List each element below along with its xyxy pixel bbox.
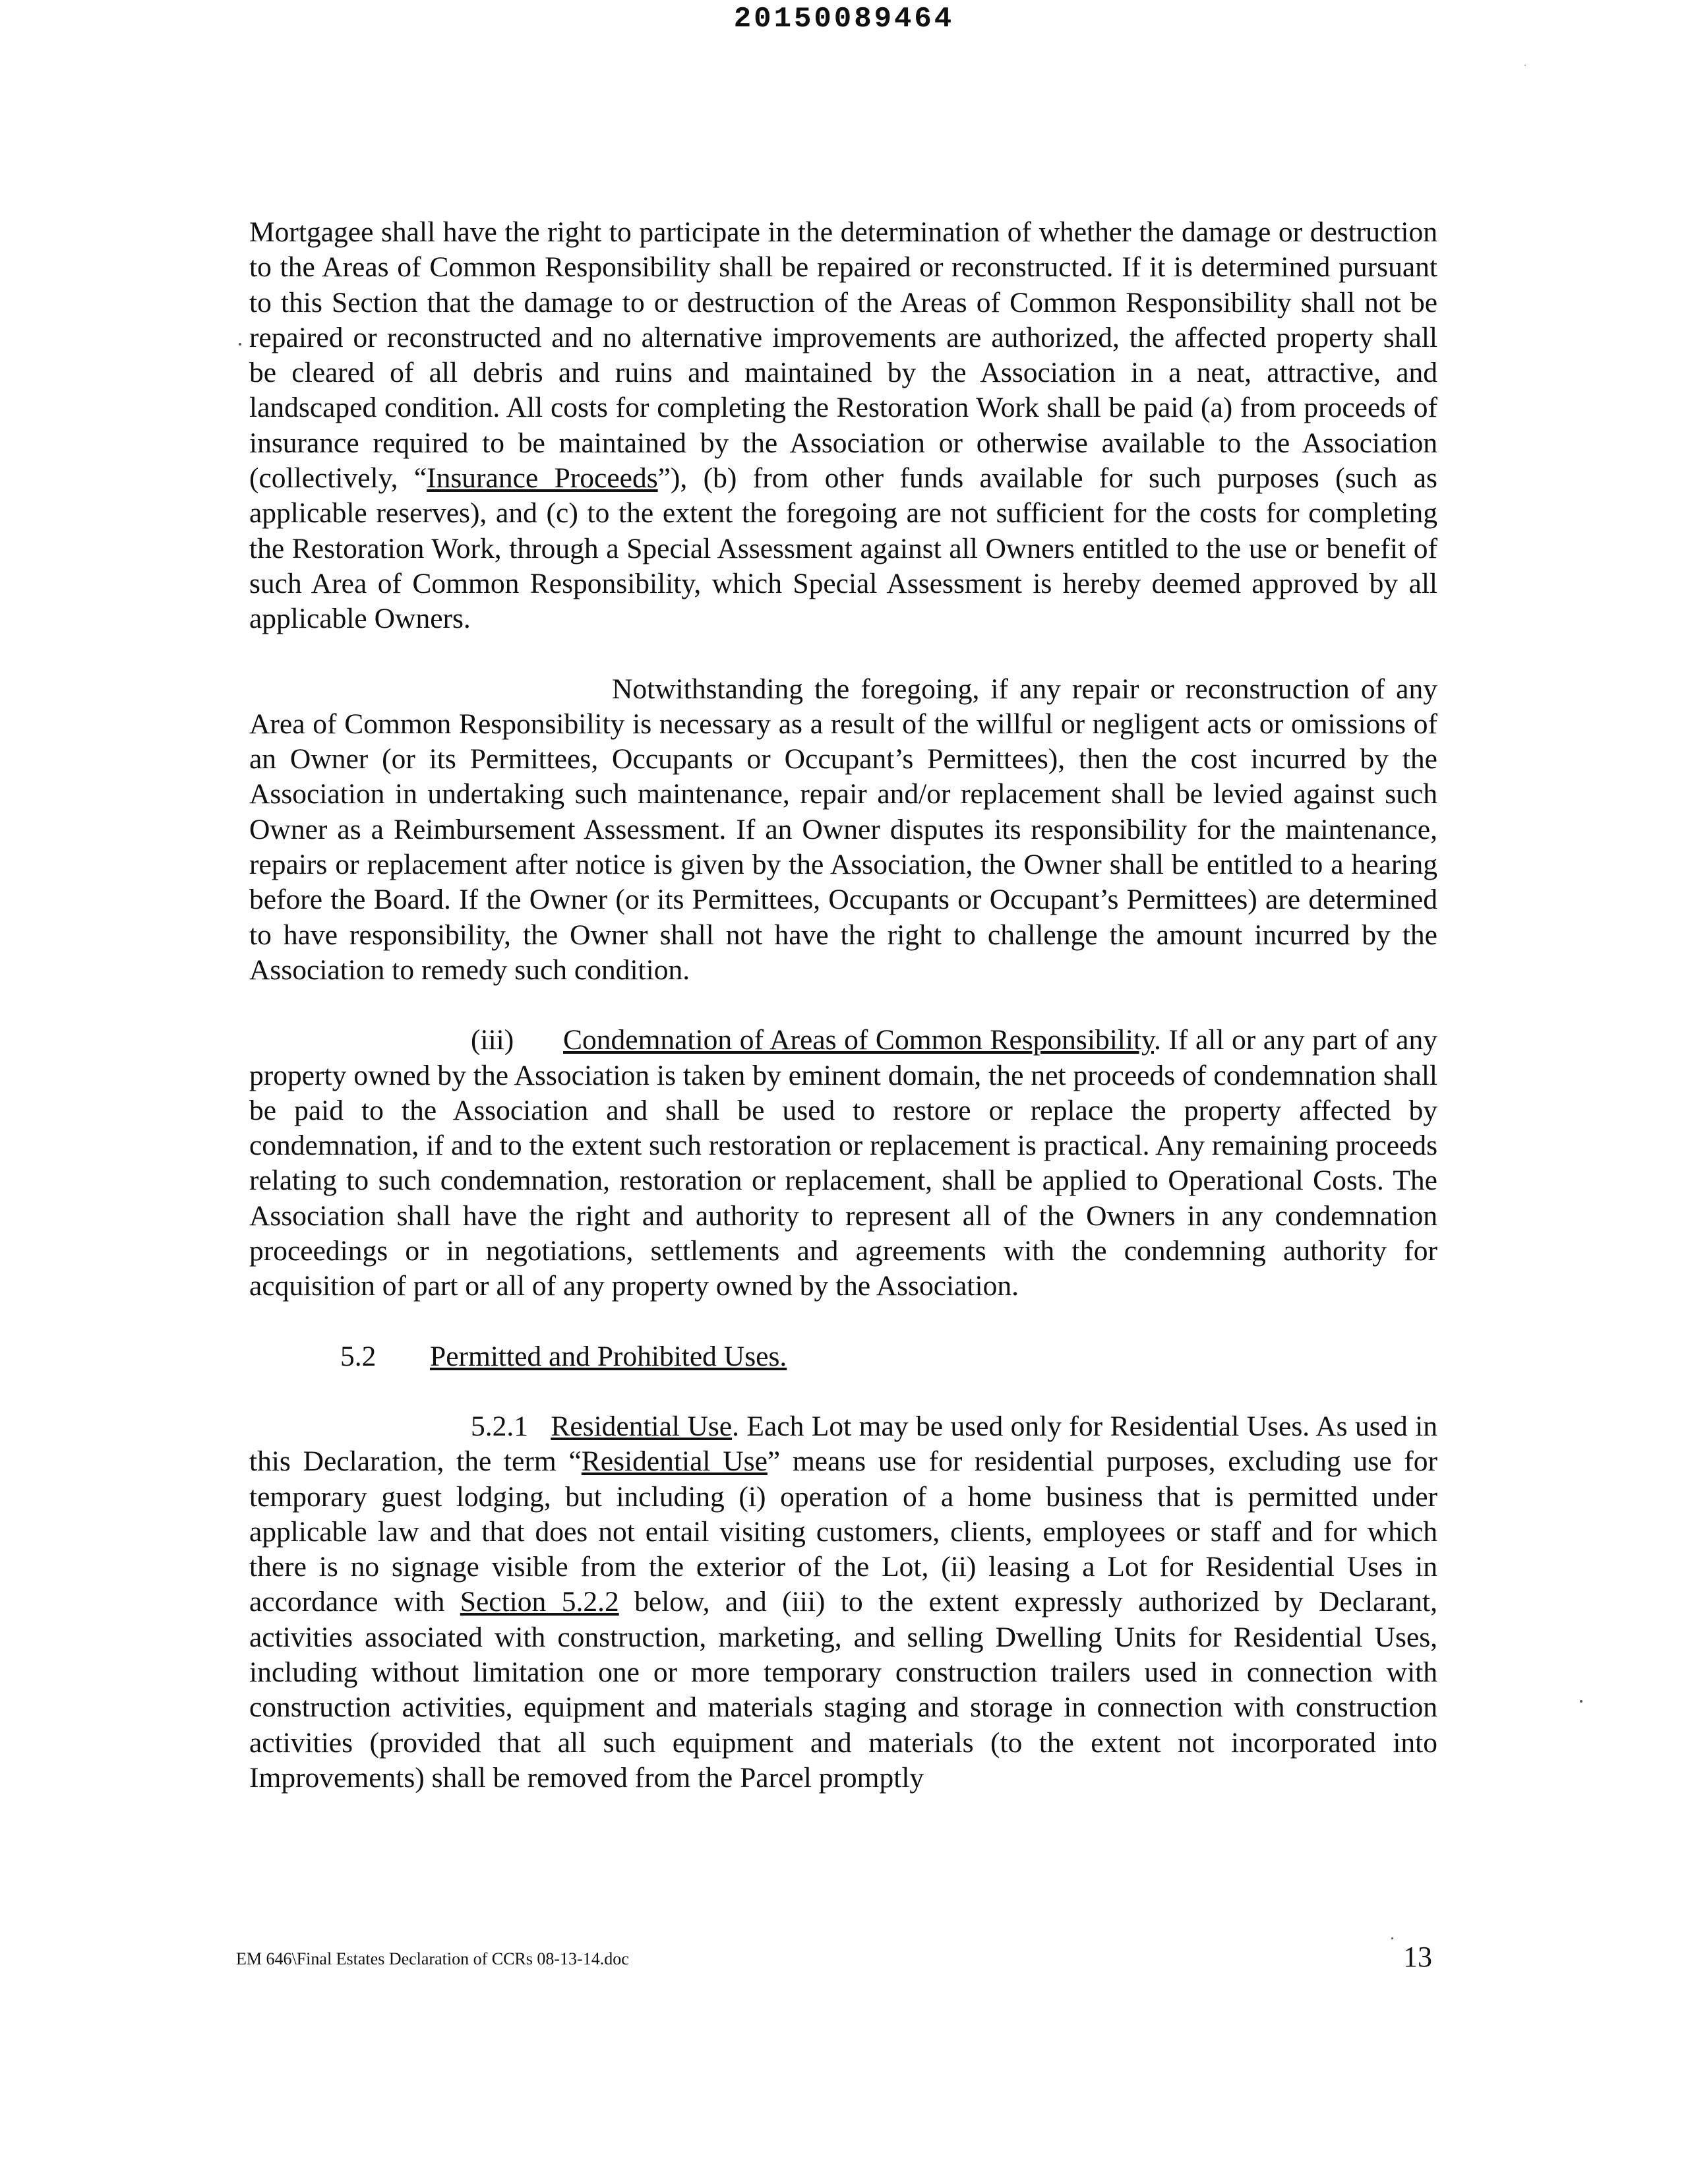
paragraph-owner-negligence: [249, 672, 1437, 988]
paragraph-condemnation: [249, 1023, 1437, 1304]
paragraph-text: . Each Lot may be used only for Residential Uses. As used in this Declaration, the term “: [249, 1410, 1437, 1478]
section-number: 5.2: [340, 1340, 377, 1372]
scan-speck: [1580, 1700, 1582, 1703]
page-number: 13: [1403, 1941, 1432, 1973]
paragraph-text: ” means use for residential purposes, excluding use for temporary guest lodging, but including (i) operation of a home business that is permitted under applicable law and that does not entail visiting customers, clients, employees or staff and for which there is no signage visible from the exterior of the Lot, (ii) leasing a Lot for Residential Uses in accordance with: [249, 1445, 1438, 1618]
paragraph-text: Mortgagee shall have the right to participate in the determination of whether the damage or destruction to the Areas of Common Responsibility shall be repaired or reconstructed. If it is determined pursuant to this Section that the damage to or destruction of the Areas of Common Responsibility shall not be repaired or reconstructed and no alternative improvements are authorized, the affected property shall be cleared of all debris and ruins and maintained by the Association in a neat, attractive, and landscaped condition. All costs for completing the Restoration Work shall be paid (a) from proceeds of insurance required to be maintained by the Association or otherwise available to the Association (collectively, “: [249, 216, 1437, 495]
subsection-heading-condemnation: Condemnation of Areas of Common Responsibility: [563, 1024, 1154, 1056]
paragraph-restoration-costs: [249, 215, 1437, 637]
scan-speck: [239, 343, 241, 346]
defined-term-residential-use: Residential Use: [581, 1445, 768, 1478]
section-reference-link: Section 5.2.2: [460, 1586, 619, 1618]
subsection-numeral: (iii): [471, 1024, 514, 1056]
scan-speck: [1524, 65, 1526, 66]
paragraph-text: below, and (iii) to the extent expressly authorized by Declarant, activities associated with construction, marketing, and selling Dwelling Units for Residential Uses, including without limitation one or more temporary construction trailers used in connection with construction activities, equipment and materials staging and storage in connection with construction activities (provided that all such equipment and materials (to the extent not incorporated into Improvements) shall be removed from the Parcel promptly: [249, 1586, 1437, 1794]
section-heading-5-2: [249, 1339, 1437, 1374]
document-number: 20150089464: [733, 3, 955, 36]
document-body: [249, 215, 1437, 1831]
subsection-number: 5.2.1: [471, 1410, 528, 1442]
paragraph-residential-use: [249, 1409, 1437, 1796]
footer-file-path: EM 646\Final Estates Declaration of CCRs 08-13-14.doc: [236, 1949, 629, 1968]
paragraph-text: ”), (b) from other funds available for such purposes (such as applicable reserves), and (c) to the extent the foregoing are not sufficient for the costs for completing the Restoration Work, through a Special Assessment against all Owners entitled to the use or benefit of such Area of Common Responsibility, which Special Assessment is hereby deemed approved by all applicable Owners.: [249, 462, 1437, 635]
paragraph-text: Notwithstanding the foregoing, if any repair or reconstruction of any Area of Common Responsibility is necessary as a result of the willful or negligent acts or omissions of an Owner (or its Permittees, Occupants or Occupant’s Permittees), then the cost incurred by the Association in undertaking such maintenance, repair and/or replacement shall be levied against such Owner as a Reimbursement Assessment. If an Owner disputes its responsibility for the maintenance, repairs or replacement after notice is given by the Association, the Owner shall be entitled to a hearing before the Board. If the Owner (or its Permittees, Occupants or Occupant’s Permittees) are determined to have responsibility, the Owner shall not have the right to challenge the amount incurred by the Association to remedy such condition.: [249, 673, 1437, 986]
scan-speck: [1391, 1937, 1393, 1939]
defined-term-insurance-proceeds: Insurance Proceeds: [427, 462, 658, 495]
section-title: Permitted and Prohibited Uses.: [430, 1340, 787, 1372]
paragraph-text: . If all or any part of any property owned by the Association is taken by eminent domain, the net proceeds of condemnation shall be paid to the Association and shall be used to restore or replace the property affected by condemnation, if and to the extent such restoration or replacement is practical. Any remaining proceeds relating to such condemnation, restoration or replacement, shall be applied to Operational Costs. The Association shall have the right and authority to represent all of the Owners in any condemnation proceedings or in negotiations, settlements and agreements with the condemning authority for acquisition of part or all of any property owned by the Association.: [249, 1024, 1437, 1302]
subsection-heading-residential-use: Residential Use: [551, 1410, 733, 1442]
